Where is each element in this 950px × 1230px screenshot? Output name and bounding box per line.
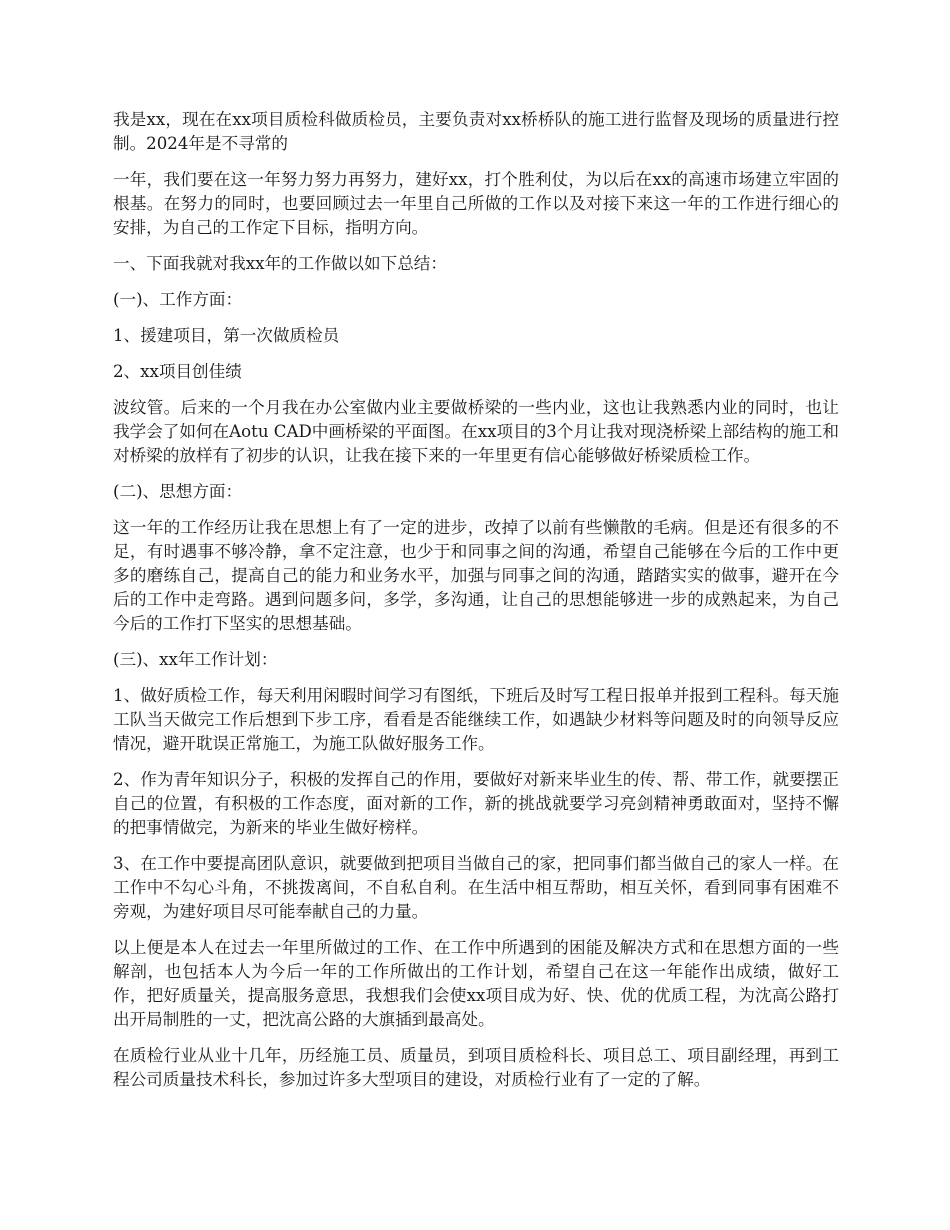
heading-summary: 一、下面我就对我xx年的工作做以如下总结： [113,254,447,273]
list-item-1: 1、援建项目，第一次做质检员 [113,326,340,345]
plan-item-1: 1、做好质检工作，每天利用闲暇时间学习有图纸，下班后及时写工程日报单并报到工程科。每天施工队当天做完工作后想到下步工序，看看是否能继续工作，如遇缺少材料等问题及时的向领导反应情况，避开耽误正常施工，为施工队做好服务工作。 [113,686,839,753]
list-item-2: 2、xx项目创佳绩 [113,362,242,381]
heading-work: (一)、工作方面： [113,290,243,309]
paragraph-conclusion: 以上便是本人在过去一年里所做过的工作、在工作中所遇到的困能及解决方式和在思想方面的一些解剖，也包括本人为今后一年的工作所做出的工作计划，希望自己在这一年能作出成绩，做好工作，把好质量关，提高服务意思，我想我们会使xx项目成为好、快、优的优质工程，为沈高公路打出开局制胜的一丈，把沈高公路的大旗插到最高处。 [113,938,839,1029]
paragraph-intro: 我是xx，现在在xx项目质检科做质检员，主要负责对xx桥桥队的施工进行监督及现场的质量进行控制。2024年是不寻常的 [113,110,839,153]
plan-item-3: 3、在工作中要提高团队意识，就要做到把项目当做自己的家，把同事们都当做自己的家人一样。在工作中不勾心斗角，不挑拨离间，不自私自利。在生活中相互帮助，相互关怀，看到同事有困难不旁观，为建好项目尽可能奉献自己的力量。 [113,854,839,921]
paragraph-thoughts: 这一年的工作经历让我在思想上有了一定的进步，改掉了以前有些懒散的毛病。但是还有很多的不足，有时遇事不够冷静，拿不定注意，也少于和同事之间的沟通，希望自己能够在今后的工作中更多的磨练自己，提高自己的能力和业务水平，加强与同事之间的沟通，踏踏实实的做事，避开在今后的工作中走弯路。遇到问题多问，多学，多沟通，让自己的思想能够进一步的成熟起来，为自己今后的工作打下坚实的思想基础。 [113,518,839,633]
paragraph-experience: 在质检行业从业十几年，历经施工员、质量员，到项目质检科长、项目总工、项目副经理，再到工程公司质量技术科长，参加过许多大型项目的建设，对质检行业有了一定的了解。 [113,1046,839,1089]
plan-item-2: 2、作为青年知识分子，积极的发挥自己的作用，要做好对新来毕业生的传、帮、带工作，就要摆正自己的位置，有积极的工作态度，面对新的工作，新的挑战就要学习亮剑精神勇敢面对，坚持不懈的把事情做完，为新来的毕业生做好榜样。 [113,770,839,837]
document-body [113,108,839,1104]
heading-thoughts: (二)、思想方面： [113,482,243,501]
paragraph-work-detail: 波纹管。后来的一个月我在办公室做内业主要做桥梁的一些内业，这也让我熟悉内业的同时，也让我学会了如何在Aotu CAD中画桥梁的平面图。在xx项目的3个月让我对现浇桥梁上部结构的施工和对桥梁的放样有了初步的认识，让我在接下来的一年里更有信心能够做好桥梁质检工作。 [113,398,839,465]
paragraph-goals: 一年，我们要在这一年努力努力再努力，建好xx，打个胜利仗，为以后在xx的高速市场建立牢固的根基。在努力的同时，也要回顾过去一年里自己所做的工作以及对接下来这一年的工作进行细心的安排，为自己的工作定下目标，指明方向。 [113,170,839,237]
heading-plan: (三)、xx年工作计划： [113,650,278,669]
